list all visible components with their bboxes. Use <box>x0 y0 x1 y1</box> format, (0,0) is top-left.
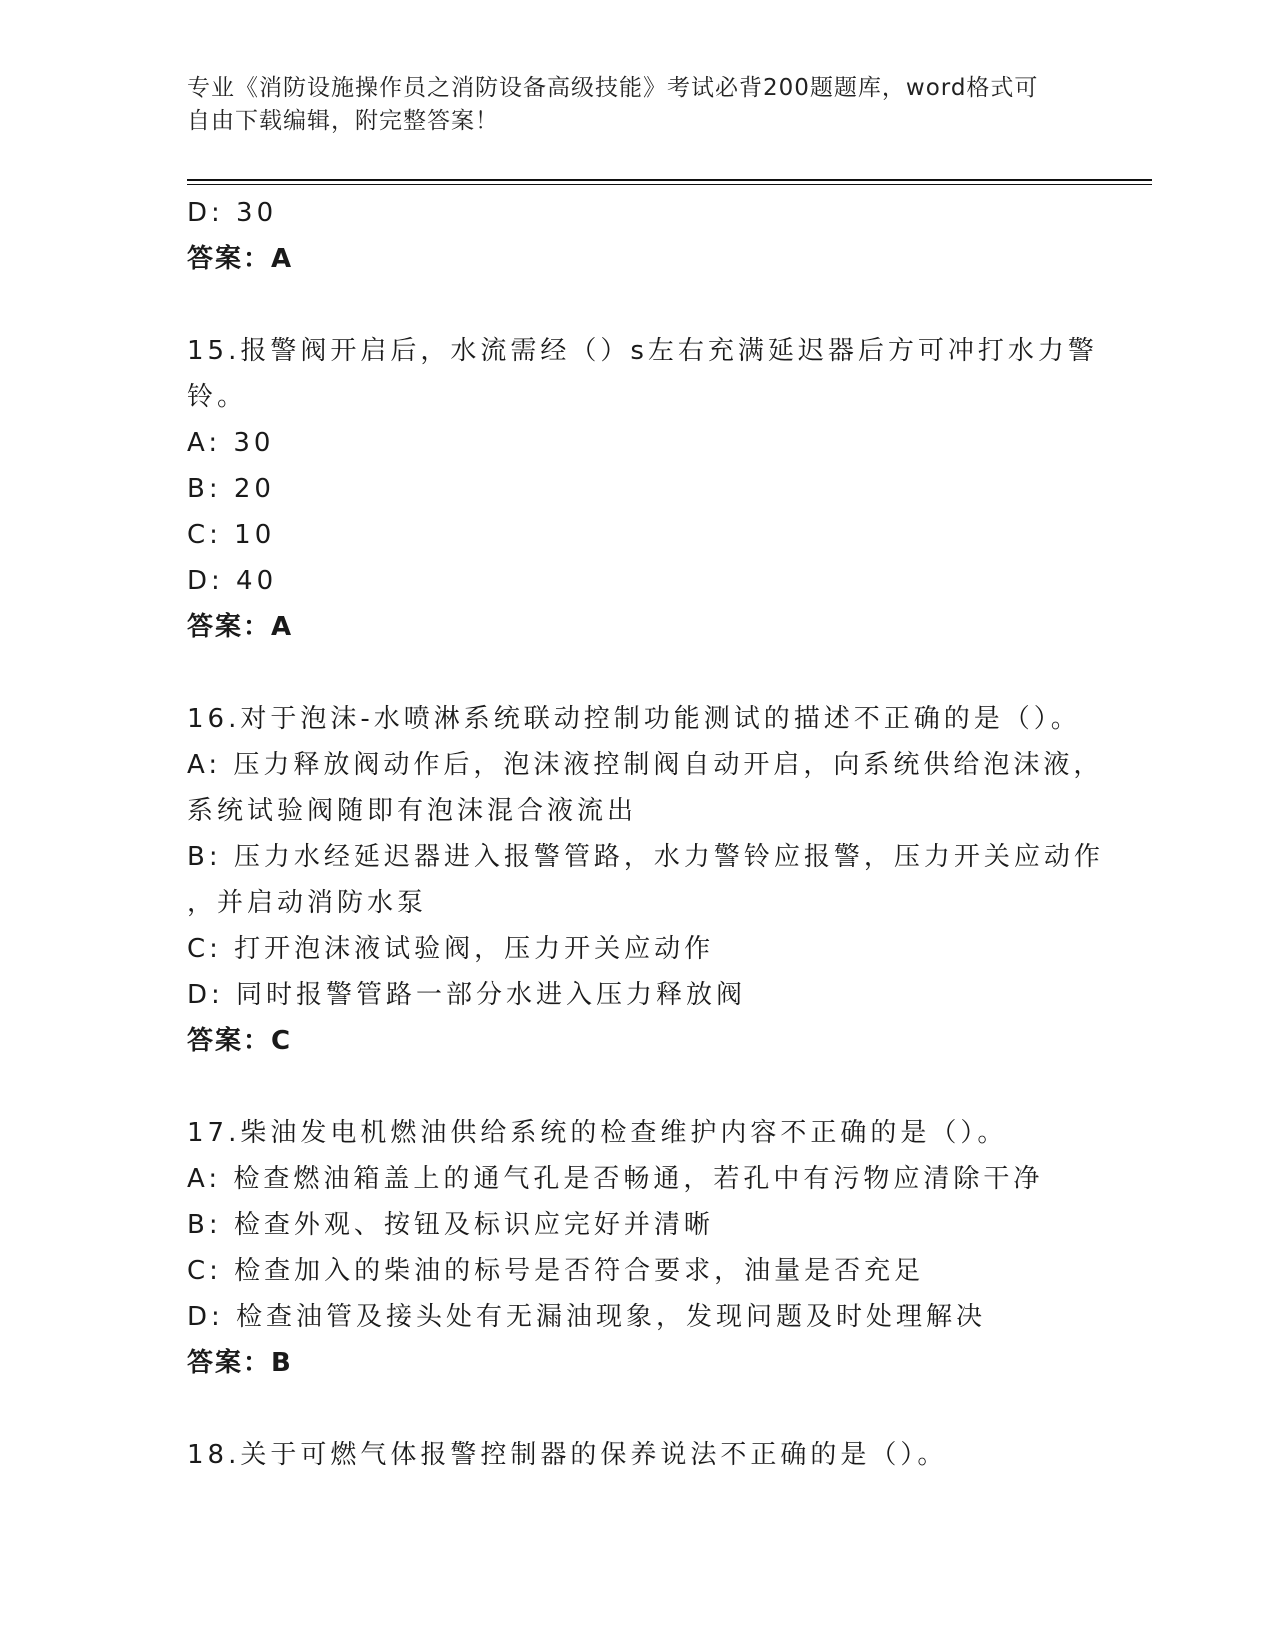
spacer <box>187 1386 1087 1432</box>
question-17: 17.柴油发电机燃油供给系统的检查维护内容不正确的是（）。 <box>187 1118 1008 1148</box>
spacer <box>187 1064 1087 1110</box>
answer-line: 答案：C <box>187 1026 293 1056</box>
option-a-cont: 系统试验阀随即有泡沫混合液流出 <box>187 796 638 826</box>
header-rule-thin <box>187 184 1152 185</box>
option-d: D: 检查油管及接头处有无漏油现象，发现问题及时处理解决 <box>187 1302 987 1332</box>
question-16: 16.对于泡沫-水喷淋系统联动控制功能测试的描述不正确的是（）。 <box>187 704 1081 734</box>
answer-line: 答案：B <box>187 1348 293 1378</box>
option-b-cont: ，并启动消防水泵 <box>187 888 428 918</box>
question-18: 18.关于可燃气体报警控制器的保养说法不正确的是（）。 <box>187 1440 948 1470</box>
option-d: D: 30 <box>187 198 278 228</box>
spacer <box>187 282 1087 328</box>
spacer <box>187 650 1087 696</box>
question-list <box>187 190 1104 1478</box>
option-d: D: 同时报警管路一部分水进入压力释放阀 <box>187 980 747 1010</box>
option-c: C: 打开泡沫液试验阀，压力开关应动作 <box>187 934 715 964</box>
header-line-2: 自由下载编辑，附完整答案！ <box>187 108 499 134</box>
option-c: C: 10 <box>187 520 276 550</box>
page-header <box>187 72 1067 138</box>
answer-line: 答案：A <box>187 612 294 642</box>
option-a: A: 压力释放阀动作后，泡沫液控制阀自动开启，向系统供给泡沫液， <box>187 750 1104 780</box>
question-15: 15.报警阀开启后，水流需经（）s左右充满延迟器后方可冲打水力警 <box>187 336 1098 366</box>
option-d: D: 40 <box>187 566 278 596</box>
option-a: A: 30 <box>187 428 275 458</box>
option-b: B: 压力水经延迟器进入报警管路，水力警铃应报警，压力开关应动作 <box>187 842 1104 872</box>
option-c: C: 检查加入的柴油的标号是否符合要求，油量是否充足 <box>187 1256 925 1286</box>
question-15-cont: 铃。 <box>187 382 248 412</box>
header-line-1: 专业《消防设施操作员之消防设备高级技能》考试必背200题题库，word格式可 <box>187 75 1039 101</box>
option-a: A: 检查燃油箱盖上的通气孔是否畅通，若孔中有污物应清除干净 <box>187 1164 1044 1194</box>
option-b: B: 20 <box>187 474 275 504</box>
option-b: B: 检查外观、按钮及标识应完好并清晰 <box>187 1210 714 1240</box>
answer-line: 答案：A <box>187 244 294 274</box>
header-rule-thick <box>187 179 1152 181</box>
